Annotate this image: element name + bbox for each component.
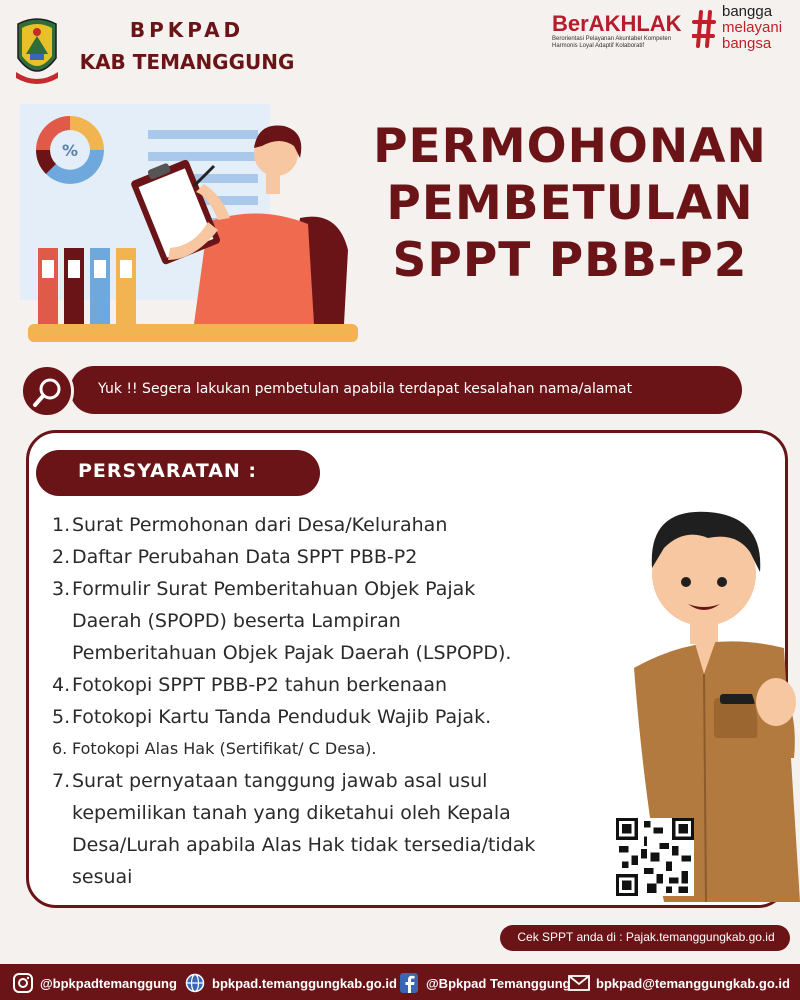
requirement-text: Fotokopi Alas Hak (Sertifikat/ C Desa). xyxy=(72,739,377,758)
cek-sppt-text[interactable]: Cek SPPT anda di : Pajak.temanggungkab.go.id xyxy=(517,930,775,944)
info-banner-text: Yuk !! Segera lakukan pembetulan apabila terdapat kesalahan nama/alamat xyxy=(98,381,633,397)
requirement-text: kepemilikan tanah yang diketahui oleh Kepala xyxy=(72,802,511,824)
requirement-text: Desa/Lurah apabila Alas Hak tidak tersedia/tidak xyxy=(72,834,536,856)
instagram-icon xyxy=(12,973,34,993)
requirement-number: 1. xyxy=(52,514,71,536)
org-name-line2: KAB TEMANGGUNG xyxy=(79,50,295,74)
hashtag-icon xyxy=(692,6,716,50)
email-address: bpkpad@temanggungkab.go.id xyxy=(596,975,790,991)
requirement-text: Formulir Surat Pemberitahuan Objek Pajak xyxy=(72,578,476,600)
footer-email[interactable] xyxy=(568,973,790,993)
requirement-item-2 xyxy=(52,541,612,573)
requirement-item-5 xyxy=(52,701,612,733)
instagram-handle: @bpkpadtemanggung xyxy=(40,975,177,991)
requirement-number: 7. xyxy=(52,770,71,792)
globe-icon xyxy=(184,973,206,993)
org-name-line1: BPKPAD xyxy=(129,18,245,42)
requirement-text: Daftar Perubahan Data SPPT PBB-P2 xyxy=(72,546,418,568)
requirements-label: PERSYARATAN : xyxy=(78,460,258,482)
bangga-melayani-bangsa xyxy=(722,4,782,52)
search-icon xyxy=(31,375,65,409)
facebook-icon xyxy=(398,973,420,993)
requirement-item-6 xyxy=(52,733,612,765)
melayani-word: melayani xyxy=(722,19,783,36)
svg-text:%: % xyxy=(61,141,79,160)
berakhlak-logo xyxy=(552,12,692,50)
mail-icon xyxy=(568,973,590,993)
berakhlak-sub2: Harmonis Loyal Adaptif Kolaboratif xyxy=(552,43,645,49)
berakhlak-sub1: Berorientasi Pelayanan Akuntabel Kompeten xyxy=(552,36,672,42)
kabupaten-emblem-logo xyxy=(12,14,62,88)
requirement-number: 4. xyxy=(52,674,71,696)
page-title xyxy=(360,118,780,289)
office-worker-illustration xyxy=(18,100,368,346)
requirement-number: 2. xyxy=(52,546,71,568)
requirement-number: 5. xyxy=(52,706,71,728)
title-line2: PEMBETULAN xyxy=(386,176,754,231)
search-badge xyxy=(20,364,74,418)
footer-instagram[interactable] xyxy=(12,973,177,993)
requirement-item-3 xyxy=(52,573,612,669)
facebook-handle: @Bpkpad Temanggung xyxy=(426,975,571,991)
requirement-number: 6. xyxy=(52,739,68,758)
requirement-item-4 xyxy=(52,669,612,701)
requirement-text: sesuai xyxy=(72,866,133,888)
requirement-text: Fotokopi Kartu Tanda Penduduk Wajib Pajak. xyxy=(72,706,492,728)
org-name xyxy=(72,18,302,74)
bangsa-word: bangsa xyxy=(722,35,772,52)
berakhlak-title: BerAKHLAK xyxy=(552,11,682,36)
requirement-item-7 xyxy=(52,765,612,893)
bangga-word: bangga xyxy=(722,3,773,20)
website-url: bpkpad.temanggungkab.go.id xyxy=(212,975,397,991)
requirement-text: Daerah (SPOPD) beserta Lampiran xyxy=(72,610,401,632)
title-line3: SPPT PBB-P2 xyxy=(392,233,748,288)
requirement-text: Fotokopi SPPT PBB-P2 tahun berkenaan xyxy=(72,674,448,696)
requirements-list xyxy=(52,509,612,893)
requirement-text: Pemberitahuan Objek Pajak Daerah (LSPOPD). xyxy=(72,642,512,664)
footer-website[interactable] xyxy=(184,973,397,993)
requirement-number: 3. xyxy=(52,578,71,600)
footer-facebook[interactable] xyxy=(398,973,571,993)
requirement-text: Surat pernyataan tanggung jawab asal usul xyxy=(72,770,488,792)
title-line1: PERMOHONAN xyxy=(373,119,767,174)
requirement-text: Surat Permohonan dari Desa/Kelurahan xyxy=(72,514,448,536)
requirement-item-1 xyxy=(52,509,612,541)
qr-code xyxy=(616,818,694,896)
